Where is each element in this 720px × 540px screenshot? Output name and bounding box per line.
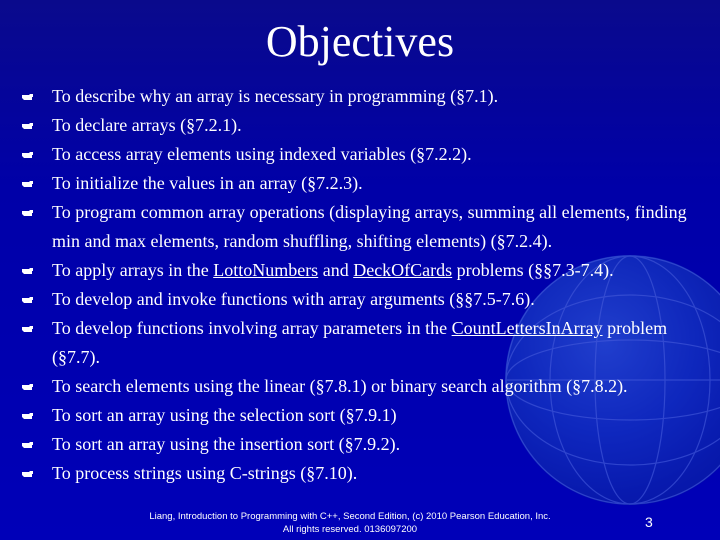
list-item [22, 140, 702, 169]
bullet-text: problems (§§7.3-7.4). [452, 260, 614, 280]
list-item [22, 169, 702, 198]
page-number: 3 [645, 514, 653, 530]
pointing-hand-icon [22, 323, 34, 335]
bullet-text: To describe why an array is necessary in programming (§7.1). [52, 86, 499, 106]
pointing-hand-icon [22, 294, 34, 306]
list-item [22, 82, 702, 111]
slide-title: Objectives [265, 17, 455, 66]
objectives-list [22, 82, 702, 488]
bullet-text: To develop functions involving array parameters in the [52, 318, 452, 338]
list-item [22, 430, 702, 459]
footer-line: Liang, Introduction to Programming with C++, Second Edition, (c) 2010 Pearson Education, Inc. [149, 511, 551, 522]
pointing-hand-icon [22, 120, 34, 132]
bullet-text: problem (§7.7). [52, 318, 668, 367]
pointing-hand-icon [22, 439, 34, 451]
pointing-hand-icon [22, 91, 34, 103]
bullet-text: To initialize the values in an array (§7.2.3). [52, 173, 363, 193]
footer-copyright [60, 510, 640, 536]
list-item [22, 256, 702, 285]
list-item [22, 314, 702, 372]
pointing-hand-icon [22, 381, 34, 393]
footer-line: All rights reserved. 0136097200 [282, 524, 418, 535]
bullet-text: To search elements using the linear (§7.8.1) or binary search algorithm (§7.8.2). [52, 376, 628, 396]
list-item [22, 401, 702, 430]
lotto-numbers-link[interactable]: LottoNumbers [213, 260, 319, 280]
bullet-text: To declare arrays (§7.2.1). [52, 115, 242, 135]
pointing-hand-icon [22, 410, 34, 422]
pointing-hand-icon [22, 207, 34, 219]
list-item [22, 111, 702, 140]
list-item [22, 372, 702, 401]
list-item [22, 285, 702, 314]
list-item [22, 459, 702, 488]
pointing-hand-icon [22, 178, 34, 190]
pointing-hand-icon [22, 468, 34, 480]
bullet-text: To access array elements using indexed variables (§7.2.2). [52, 144, 472, 164]
bullet-text: To apply arrays in the [52, 260, 214, 280]
pointing-hand-icon [22, 265, 34, 277]
bullet-text: To sort an array using the insertion sort (§7.9.2). [52, 434, 401, 454]
list-item [22, 198, 702, 256]
deck-of-cards-link[interactable]: DeckOfCards [353, 260, 453, 280]
bullet-text: To program common array operations (displaying arrays, summing all elements, finding min and max elements, random shuffling, shifting elements) (§7.2.4). [52, 202, 687, 251]
bullet-text: To develop and invoke functions with array arguments (§§7.5-7.6). [52, 289, 535, 309]
count-letters-link[interactable]: CountLettersInArray [451, 318, 603, 338]
bullet-text: To process strings using C-strings (§7.10). [52, 463, 358, 483]
bullet-text: and [318, 260, 354, 280]
bullet-text: To sort an array using the selection sort (§7.9.1) [52, 405, 397, 425]
pointing-hand-icon [22, 149, 34, 161]
